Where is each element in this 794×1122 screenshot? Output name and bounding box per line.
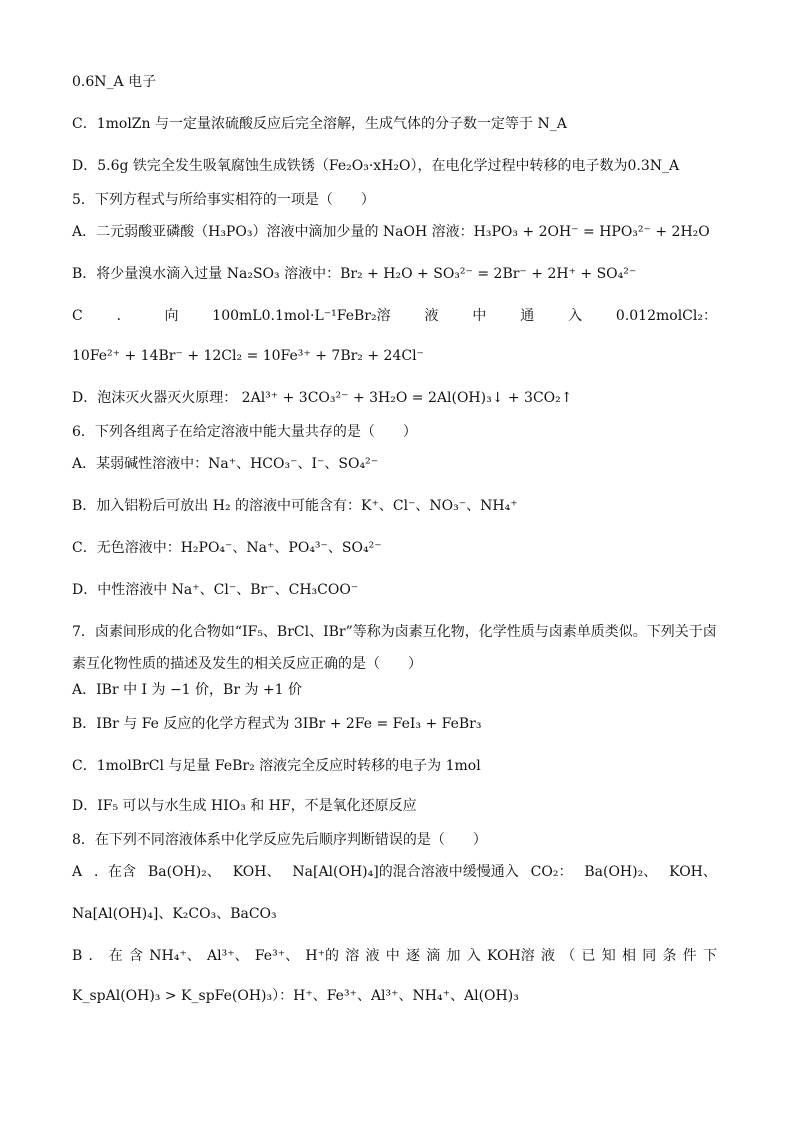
- word: 液: [365, 948, 380, 964]
- word: A: [72, 864, 83, 880]
- q5-option-b: B．将少量溴水滴入过量 Na₂SO₃ 溶液中：Br₂ + H₂O + SO₃²⁻ = 2Br⁻ + 2H⁺ + SO₄²⁻: [72, 266, 637, 282]
- q6-option-b: B．加入铝粉后可放出 H₂ 的溶液中可能含有：K⁺、Cl⁻、NO₃⁻、NH₄⁺: [72, 498, 518, 514]
- word: Fe³⁺、: [254, 948, 300, 964]
- q7-option-c: C．1molBrCl 与足量 FeBr₂ 溶液完全反应时转移的电子为 1mol: [72, 758, 481, 774]
- question-7-line2: 素互化物性质的描述及发生的相关反应正确的是（ ）: [72, 656, 422, 672]
- word: 逐: [405, 948, 420, 964]
- q7-option-b: B．IBr 与 Fe 反应的化学方程式为 3IBr + 2Fe = FeI₃ + FeBr₃: [72, 716, 482, 732]
- q8-option-b: [72, 946, 717, 966]
- word: B: [72, 948, 83, 964]
- word: （: [561, 948, 576, 964]
- word: ．在含: [94, 864, 137, 880]
- q8-option-b-continued: K_spAl(OH)₃ > K_spFe(OH)₃）：H⁺、Fe³⁺、Al³⁺、NH₄⁺、Al(OH)₃: [72, 988, 519, 1004]
- q6-option-c: C．无色溶液中：H₂PO₄⁻、Na⁺、PO₄³⁻、SO₄²⁻: [72, 540, 382, 556]
- word: ．: [88, 948, 103, 964]
- word: 中: [385, 948, 400, 964]
- word: 100mL0.1mol·L⁻¹FeBr₂溶: [212, 308, 391, 324]
- q4-option-d-text: D．5.6g 铁完全发生吸氧腐蚀生成铁锈（Fe₂O₃·xH₂O），在电化学过程中转移的电子数为: [72, 158, 628, 174]
- word: 液: [541, 948, 555, 964]
- word: 通: [520, 308, 535, 324]
- word: H⁺的: [305, 948, 339, 964]
- word: 溶: [345, 948, 360, 964]
- word: 加: [446, 948, 461, 964]
- q5-option-c: [72, 306, 717, 326]
- word: Ba(OH)₂、: [147, 864, 221, 880]
- word: KOH溶: [486, 948, 535, 964]
- q4-option-d-value: 0.3N_A: [627, 158, 680, 174]
- q5-option-c-equation: 10Fe²⁺ + 14Br⁻ + 12Cl₂ = 10Fe³⁺ + 7Br₂ + 24Cl⁻: [72, 348, 424, 364]
- word: 已: [581, 948, 596, 964]
- word: 入: [568, 308, 583, 324]
- word: 件: [682, 948, 697, 964]
- word: 同: [642, 948, 657, 964]
- q4-option-d: [72, 156, 679, 176]
- word: 相: [622, 948, 636, 964]
- word: KOH、: [669, 864, 717, 880]
- q5-option-a: A．二元弱酸亚磷酸（H₃PO₃）溶液中滴加少量的 NaOH 溶液：H₃PO₃ + 2OH⁻ = HPO₃²⁻ + 2H₂O: [72, 224, 710, 240]
- q8-option-a-continued: Na[Al(OH)₄]、K₂CO₃、BaCO₃: [72, 906, 277, 922]
- word: 液: [424, 308, 439, 324]
- word: 中: [472, 308, 487, 324]
- word: CO₂：: [530, 864, 573, 880]
- word: 含: [129, 948, 144, 964]
- question-5: 5．下列方程式与所给事实相符的一项是（ ）: [72, 192, 375, 208]
- word: 滴: [426, 948, 441, 964]
- word: 入: [466, 948, 481, 964]
- line-option-end: 0.6N_A 电子: [72, 74, 157, 90]
- q6-option-d: D．中性溶液中 Na⁺、Cl⁻、Br⁻、CH₃COO⁻: [72, 582, 359, 598]
- word: Ba(OH)₂、: [584, 864, 658, 880]
- word: NH₄⁺、: [149, 948, 201, 964]
- word: KOH、: [232, 864, 281, 880]
- q7-option-d: D．IF₅ 可以与水生成 HIO₃ 和 HF，不是氧化还原反应: [72, 798, 417, 814]
- q7-option-a: A．IBr 中 I 为 −1 价，Br 为 +1 价: [72, 682, 303, 698]
- word: 下: [703, 948, 717, 964]
- word: Al³⁺、: [207, 948, 249, 964]
- word: C: [72, 308, 83, 324]
- q5-option-d: D．泡沫灭火器灭火原理： 2Al³⁺ + 3CO₃²⁻ + 3H₂O = 2Al(OH)₃↓ + 3CO₂↑: [72, 390, 573, 406]
- question-6: 6．下列各组离子在给定溶液中能大量共存的是（ ）: [72, 424, 417, 440]
- word: 条: [662, 948, 677, 964]
- word: Na[Al(OH)₄]的混合溶液中缓慢通入: [292, 864, 519, 880]
- q8-option-a: [72, 862, 717, 882]
- word: 在: [108, 948, 123, 964]
- word: ．: [116, 308, 131, 324]
- word: 向: [164, 308, 179, 324]
- question-7-line1: 7．卤素间形成的化合物如“IF₅、BrCl、IBr”等称为卤素互化物，化学性质与卤素单质类似。下列关于卤: [72, 624, 717, 640]
- question-8: 8．在下列不同溶液体系中化学反应先后顺序判断错误的是（ ）: [72, 832, 487, 848]
- q4-option-c: C．1molZn 与一定量浓硫酸反应后完全溶解，生成气体的分子数一定等于 N_A: [72, 116, 567, 132]
- word: 0.012molCl₂：: [615, 308, 717, 324]
- q6-option-a: A．某弱碱性溶液中：Na⁺、HCO₃⁻、I⁻、SO₄²⁻: [72, 456, 379, 472]
- word: 知: [601, 948, 616, 964]
